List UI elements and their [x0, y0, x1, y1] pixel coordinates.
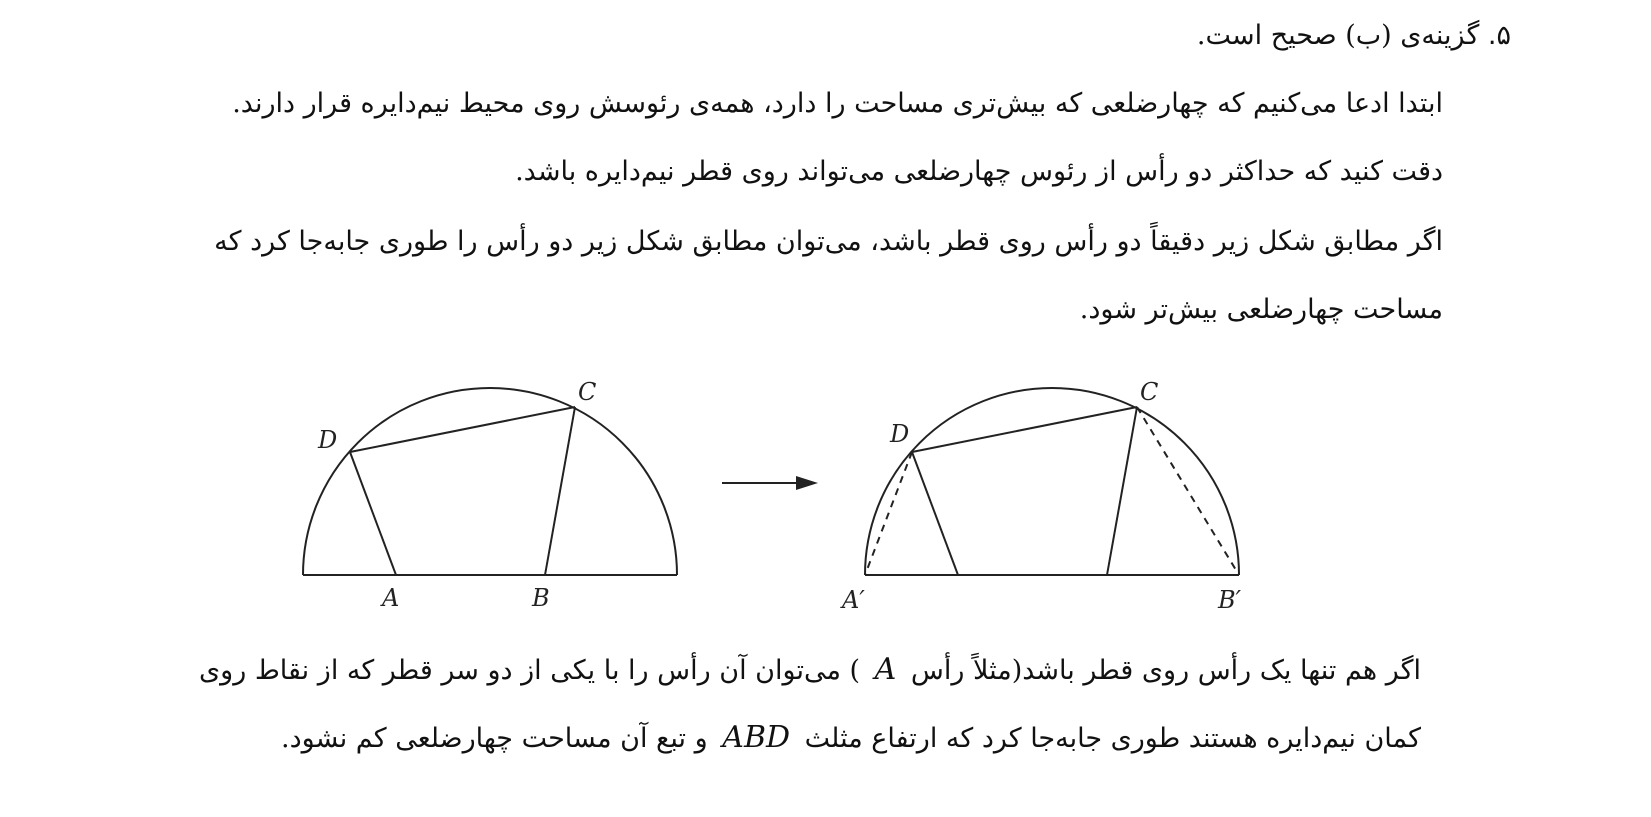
right-diagram — [865, 388, 1239, 575]
left-side-DA — [350, 452, 396, 575]
right-side-CB — [1107, 407, 1137, 575]
paragraph-line-4: مساحت چهارضلعی بیش‌تر شود. — [1079, 294, 1443, 325]
left-side-CB — [545, 407, 575, 575]
left-semicircle-arc — [303, 388, 677, 575]
after-line-2-start: کمان نیم‌دایره هستند طوری جابه‌جا کرد که ارتفاع مثلث — [804, 723, 1421, 754]
right-side-DA — [912, 452, 958, 575]
after-line-1-end: ) می‌توان آن رأس را با یکی از دو سر قطر که از نقاط روی — [199, 655, 861, 686]
right-side-DC — [912, 407, 1137, 452]
left-label-D: D — [318, 426, 338, 454]
transform-arrow — [722, 476, 818, 490]
left-label-C: C — [578, 378, 597, 406]
after-line-1 — [199, 650, 1421, 691]
after-line-2-end: و تبع آن مساحت چهارضلعی کم نشود. — [281, 723, 708, 754]
vertex-A-math: A — [874, 652, 897, 687]
right-dashed-DA-prime — [865, 452, 912, 575]
right-label-A-prime: A′ — [842, 586, 865, 614]
right-dashed-CB-prime — [1137, 407, 1239, 575]
after-line-1-start: اگر هم تنها یک رأس روی قطر باشد(مثلاً رأس — [910, 655, 1421, 686]
right-label-C: C — [1140, 378, 1159, 406]
left-label-A: A — [382, 584, 400, 612]
semicircle-figure — [0, 370, 1651, 640]
solution-heading — [1197, 16, 1511, 56]
left-label-B: B — [532, 584, 550, 612]
paragraph-line-3: اگر مطابق شکل زیر دقیقاً دو رأس روی قطر باشد، می‌توان مطابق شکل زیر دو رأس را طوری جابه‌جا کرد که — [214, 226, 1443, 257]
triangle-ABD-math: ABD — [722, 720, 791, 755]
left-side-DC — [350, 407, 575, 452]
right-label-B-prime: B′ — [1218, 586, 1242, 614]
solution-heading-text: گزینه‌ی (ب) صحیح است. — [1196, 20, 1480, 51]
left-diagram — [303, 388, 677, 575]
right-label-D: D — [890, 420, 910, 448]
paragraph-line-1: ابتدا ادعا می‌کنیم که چهارضلعی که بیش‌تری مساحت را دارد، همه‌ی رئوسش روی محیط نیم‌دایره قرار دارند. — [232, 88, 1443, 119]
right-semicircle-arc — [865, 388, 1239, 575]
solution-number: ۵. — [1487, 20, 1511, 51]
after-line-2 — [281, 718, 1421, 759]
paragraph-line-2: دقت کنید که حداکثر دو رأس از رئوس چهارضلعی می‌تواند روی قطر نیم‌دایره باشد. — [515, 156, 1443, 187]
